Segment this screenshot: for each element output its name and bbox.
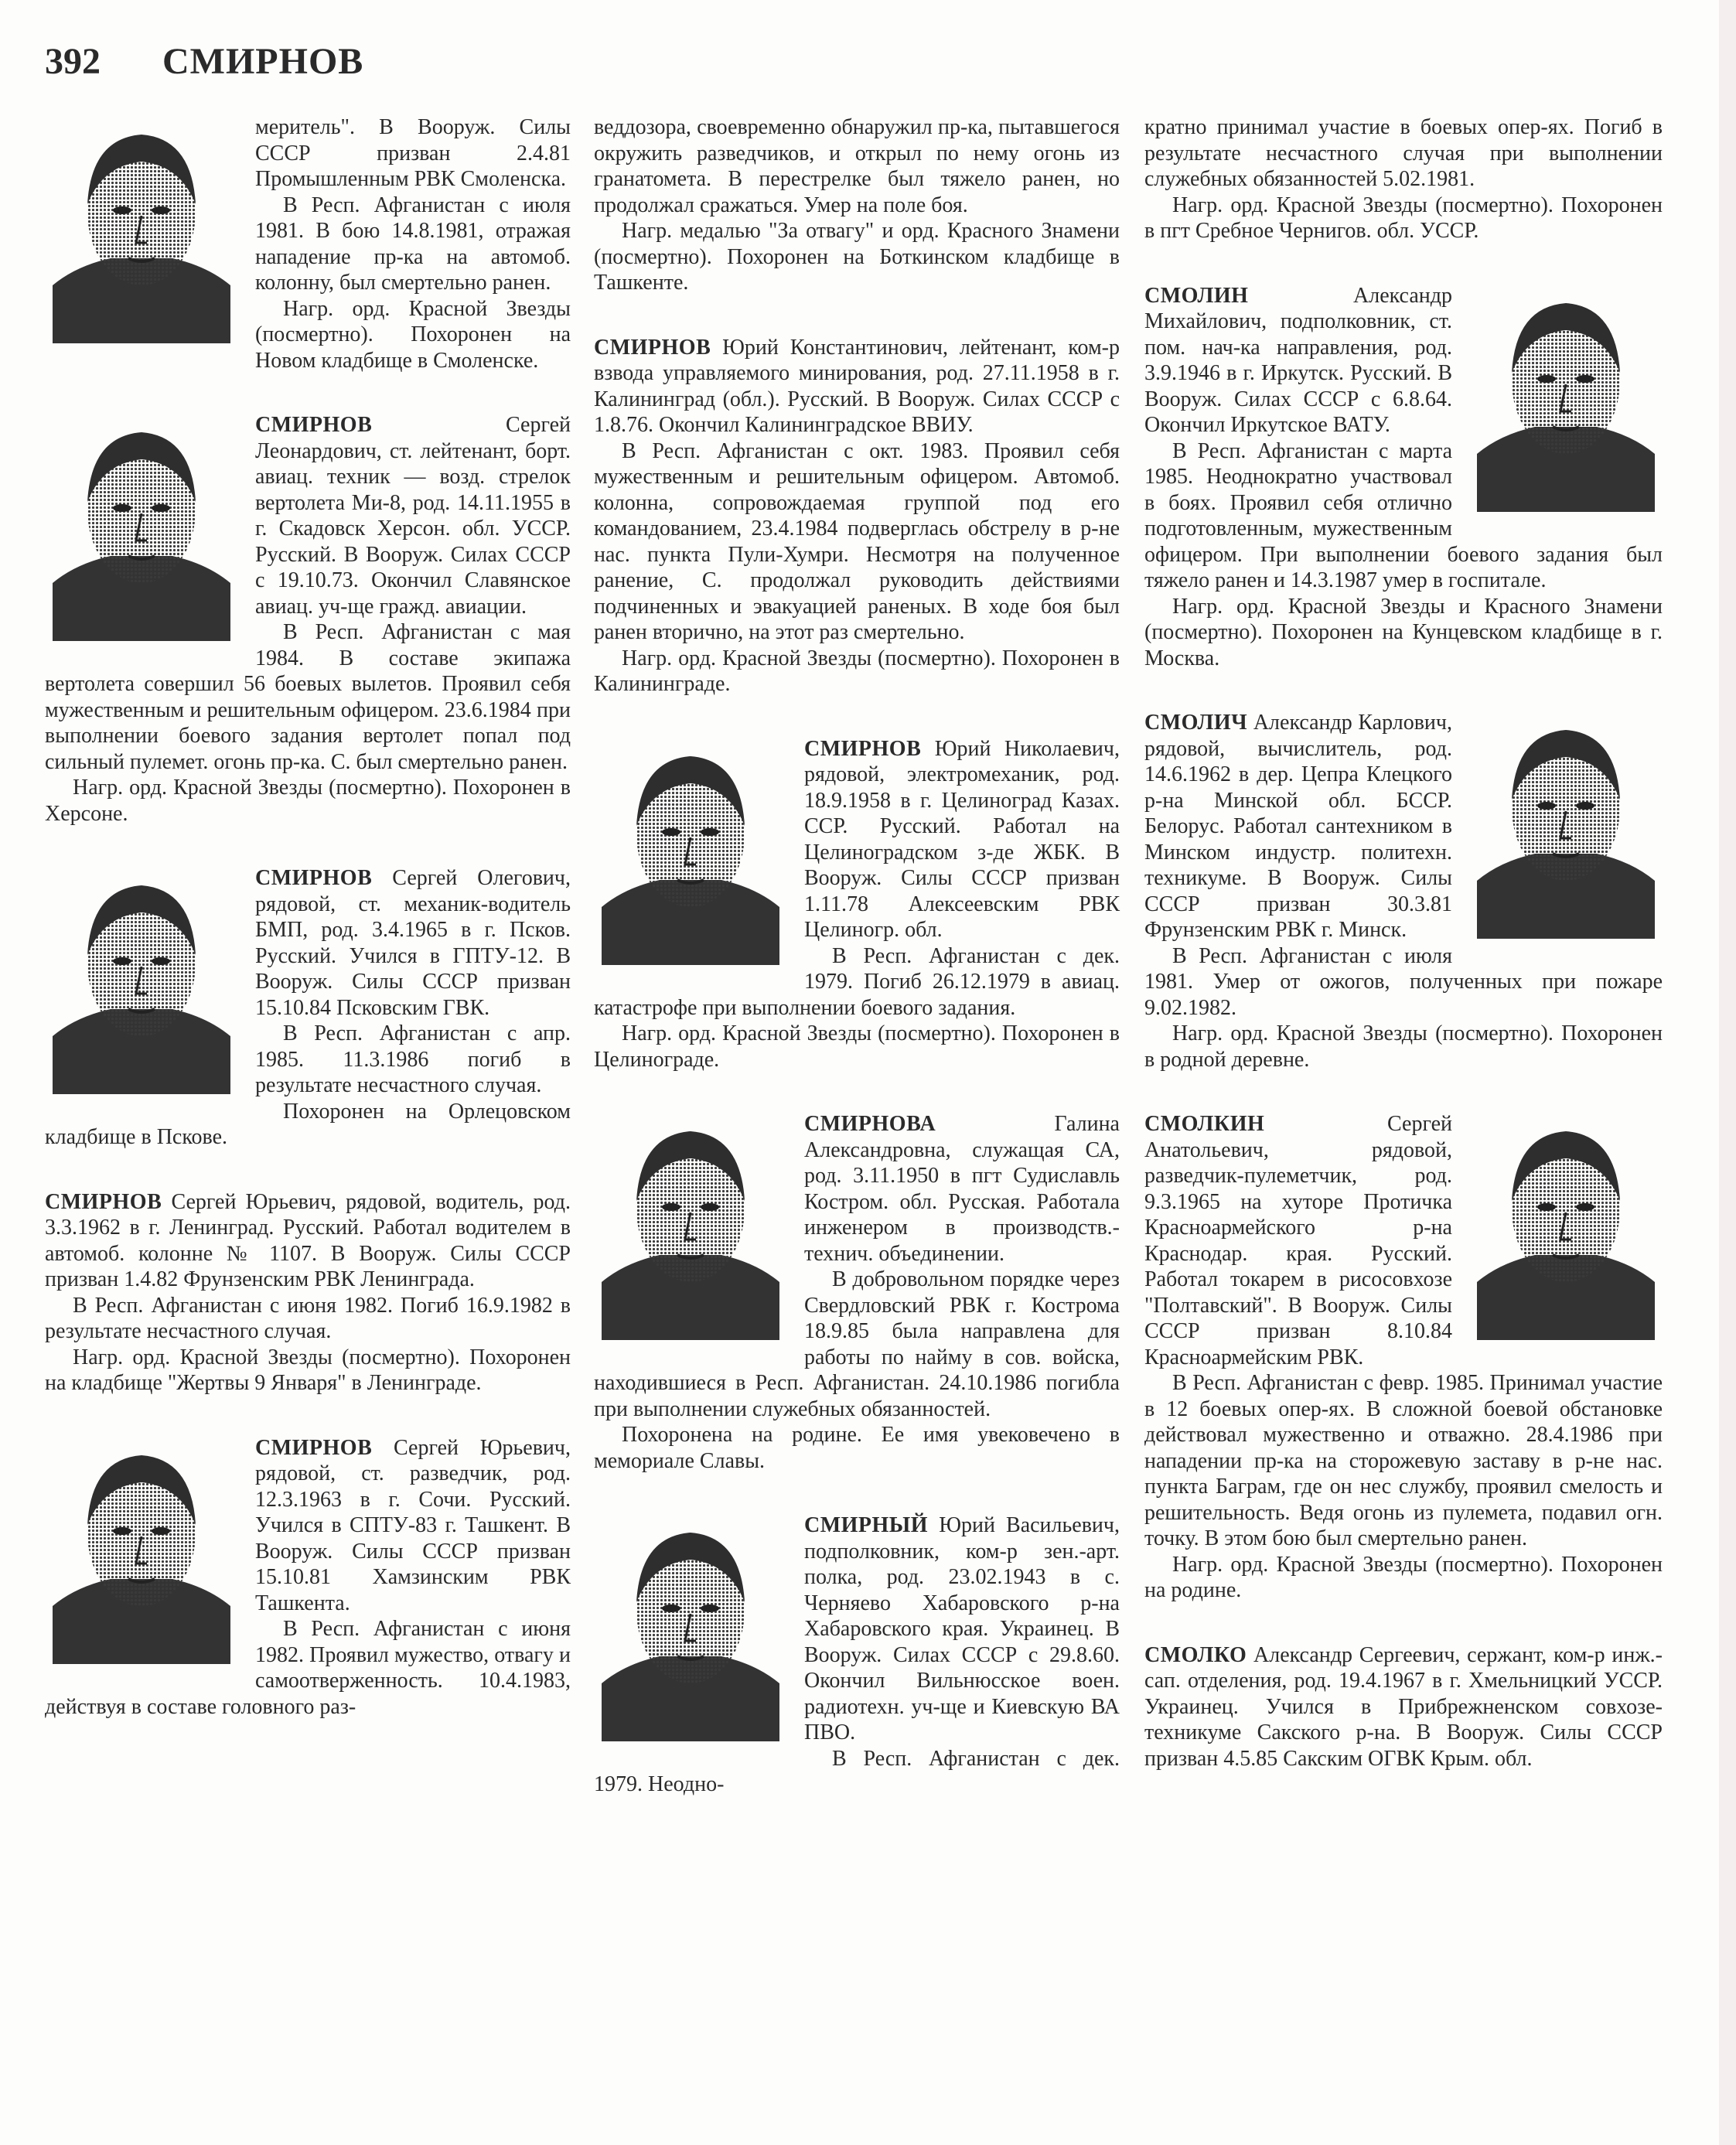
entry-paragraph xyxy=(45,1189,571,1293)
portrait-woman xyxy=(594,1116,787,1340)
entry-surname: СМОЛИЧ xyxy=(1144,711,1248,735)
entry-paragraph xyxy=(1144,1021,1663,1072)
entry-continuation xyxy=(1144,114,1663,244)
entry-text: Нагр. орд. Красной Звезды (посмертно). Похоронен в Калининграде. xyxy=(594,646,1120,696)
entry-text: В Респ. Афганистан с окт. 1983. Проявил себя мужественным и решительным офицером. Автомоб. колонна, сопровождаемая группой под его командованием, 23.4.1984 подверглась обстрелу в р-не нас. пункта Пули-Хумри. Несмотря на полученное ранение, С. продолжал руководить действиями подчиненных и эвакуацией раненых. В ходе боя был ранен вторично, на этот раз смертельно. xyxy=(594,438,1120,644)
entry-surname: СМИРНОВ xyxy=(45,1189,162,1214)
biography-entry xyxy=(1144,283,1663,672)
entry-text: В Респ. Афганистан с февр. 1985. Принимал участие в 12 боевых опер-ях. В сложной боевой обстановке действовал мужественно и отважно. 28.4.1986 при нападении пр-ка на сторожевую заставу в р-не нас. пункта Баграм, где он нес службу, проявил смелость и решительность. Ведя огонь из пулемета, подавил огн. точку. В этом бою был смертельно ранен. xyxy=(1144,1371,1663,1550)
column-2 xyxy=(594,114,1120,1836)
entry-text: меритель". В Вооруж. Силы СССР призван 2.4.81 Промышленным РВК Смоленска. xyxy=(255,115,571,191)
page-number: 392 xyxy=(45,41,101,82)
entry-text: В Респ. Афганистан с марта 1985. Неоднократно участвовал в боях. Проявил себя отлично подготовленным, мужественным офицером. При выполнении боевого задания был тяжело ранен и 14.3.1987 умер в госпитале. xyxy=(1144,438,1663,592)
entry-text: Александр Михайлович, подполковник, ст. пом. нач-ка направления, род. 3.9.1946 в г. Иркутск. Русский. В Вооруж. Силах СССР с 6.8.64. Окончил Иркутское ВАТУ. xyxy=(1144,283,1452,437)
entry-text: Сергей Леонардович, ст. лейтенант, борт. авиац. техник — возд. стрелок вертолета Ми-8, род. 14.11.1955 в г. Скадовск Херсон. обл. УССР. Русский. В Вооруж. Силах СССР с 19.10.73. Окончил Славянское авиац. уч-ще гражд. авиации. xyxy=(255,413,571,619)
entry-surname: СМИРНОВА xyxy=(804,1112,936,1136)
biography-entry xyxy=(1144,1111,1663,1604)
entry-surname: СМОЛКО xyxy=(1144,1642,1247,1667)
running-head: СМИРНОВ xyxy=(162,41,364,82)
entry-text: Похоронена на родине. Ее имя увековечено в мемориале Славы. xyxy=(594,1423,1120,1473)
entry-continuation xyxy=(594,114,1120,296)
entry-text: Нагр. орд. Красной Звезды (посмертно). Похоронен в Целинограде. xyxy=(594,1021,1120,1072)
biography-entry xyxy=(594,736,1120,1073)
entry-paragraph xyxy=(594,114,1120,218)
biography-entry xyxy=(1144,1642,1663,1772)
entry-surname: СМИРНЫЙ xyxy=(804,1513,929,1537)
entry-text: Сергей Юрьевич, рядовой, ст. разведчик, род. 12.3.1963 в г. Сочи. Русский. Учился в СПТУ-83 г. Ташкент. В Вооруж. Силы СССР призван 15.10.81 Хамзинским РВК Ташкента. xyxy=(255,1435,571,1615)
entry-text: В Респ. Афганистан с июля 1981. В бою 14.8.1981, отражая нападение пр-ка на автомоб. колонну, был смертельно ранен. xyxy=(255,193,571,295)
entry-text: Галина Александровна, служащая СА, род. 3.11.1950 в пгт Судиславль Костром. обл. Русская. Работала инженером в производств.-технич. объединении. xyxy=(804,1112,1120,1266)
entry-text: В Респ. Афганистан с дек. 1979. Погиб 26.12.1979 в авиац. катастрофе при выполнении боевого задания. xyxy=(594,943,1120,1020)
entry-paragraph xyxy=(1144,1370,1663,1552)
entry-paragraph xyxy=(594,1746,1120,1798)
entry-paragraph xyxy=(1144,114,1663,193)
entry-text: Нагр. орд. Красной Звезды (посмертно). Похоронен в Херсоне. xyxy=(45,776,571,826)
portrait-young-man xyxy=(45,119,238,343)
entry-paragraph xyxy=(45,775,571,827)
entry-text: В Респ. Афганистан с июля 1981. Умер от ожогов, полученных при пожаре 9.02.1982. xyxy=(1144,943,1663,1020)
entry-paragraph xyxy=(594,646,1120,697)
biography-entry xyxy=(594,1111,1120,1474)
portrait-officer-uniform xyxy=(1469,288,1663,512)
entry-paragraph xyxy=(594,335,1120,438)
entry-text: Нагр. орд. Красной Звезды (посмертно). Похоронен на Новом кладбище в Смоленске. xyxy=(255,296,571,373)
entry-surname: СМИРНОВ xyxy=(594,335,711,360)
biography-entry xyxy=(1144,710,1663,1072)
page-edge-shadow xyxy=(1719,0,1736,2145)
entry-text: Александр Сергеевич, сержант, ком-р инж.-сап. отделения, род. 19.4.1967 в г. Хмельницкий УССР. Украинец. Учился в Прибрежненском совхозе-техникуме Сакского р-на. В Вооруж. Силы СССР призван 4.5.85 Сакским ОГВК Крым. обл. xyxy=(1144,1642,1663,1771)
entry-surname: СМОЛКИН xyxy=(1144,1112,1265,1136)
entry-surname: СМИРНОВ xyxy=(255,413,373,437)
entry-text: Юрий Николаевич, рядовой, электромеханик, род. 18.9.1958 в г. Целиноград Казах. ССР. Русский. Работал на Целиноградском з-де ЖБК. В Вооруж. Силы СССР призван 1.11.78 Алексеевским РВК Целиногр. обл. xyxy=(804,736,1120,942)
portrait-officer xyxy=(594,1517,787,1741)
entry-text: Нагр. орд. Красной Звезды и Красного Знамени (посмертно). Похоронен на Кунцевском кладбище в г. Москва. xyxy=(1144,594,1663,670)
entry-text: В Респ. Афганистан с мая 1984. В составе экипажа вертолета совершил 56 боевых вылетов. Проявил себя мужественным и решительным офицером. 23.6.1984 при выполнении боевого задания вертолет попал под сильный пулемет. огонь пр-ка. С. был смертельно ранен. xyxy=(45,620,571,774)
biography-entry xyxy=(45,412,571,827)
entry-text: Нагр. орд. Красной Звезды (посмертно). Похоронен в родной деревне. xyxy=(1144,1021,1663,1072)
entry-text: Похоронен на Орлецовском кладбище в Пскове. xyxy=(45,1099,571,1149)
entry-surname: СМИРНОВ xyxy=(255,1435,373,1460)
portrait-man-in-suit xyxy=(45,417,238,641)
entry-text: Нагр. орд. Красной Звезды (посмертно). Похоронен в пгт Сребное Чернигов. обл. УССР. xyxy=(1144,193,1663,243)
entry-text: Сергей Олегович, рядовой, ст. механик-водитель БМП, род. 3.4.1965 в г. Псков. Русский. Учился в ГПТУ-12. В Вооруж. Силы СССР призван 15.10.84 Псковским ГВК. xyxy=(255,866,571,1020)
entry-text: В Респ. Афганистан с июня 1982. Погиб 16.9.1982 в результате несчастного случая. xyxy=(45,1293,571,1343)
entry-paragraph xyxy=(45,1293,571,1345)
portrait-soldier-in-cap xyxy=(594,741,787,965)
entry-text: веддозора, своевременно обнаружил пр-ка, пытавшегося окружить разведчиков, и открыл по нему огонь из гранатомета. В перестрелке был тяжело ранен, но продолжал сражаться. Умер на поле боя. xyxy=(594,115,1120,217)
entry-text: Нагр. медалью "За отвагу" и орд. Красного Знамени (посмертно). Похоронен на Боткинском кладбище в Ташкенте. xyxy=(594,219,1120,295)
biography-entry xyxy=(594,1512,1120,1798)
entry-paragraph xyxy=(594,1422,1120,1474)
biography-entry xyxy=(45,865,571,1151)
entry-text: Сергей Анатольевич, рядовой, разведчик-пулеметчик, род. 9.3.1965 на хуторе Протичка Красноармейского р-на Краснодар. края. Русский. Работал токарем в рисосовхозе "Полтавский". В Вооруж. Силы СССР призван 8.10.84 Красноармейским РВК. xyxy=(1144,1112,1452,1369)
entry-paragraph xyxy=(1144,193,1663,244)
entry-paragraph xyxy=(1144,594,1663,672)
entry-paragraph xyxy=(45,619,571,775)
entry-paragraph xyxy=(1144,1552,1663,1604)
portrait-soldier-mustache xyxy=(1469,1116,1663,1340)
entry-paragraph xyxy=(1144,1642,1663,1772)
entry-paragraph xyxy=(45,1099,571,1151)
entry-text: В Респ. Афганистан с июня 1982. Проявил мужество, отвагу и самоотверженность. 10.4.1983, действуя в составе головного раз- xyxy=(45,1617,571,1719)
entry-surname: СМИРНОВ xyxy=(804,736,922,761)
entry-surname: СМИРНОВ xyxy=(255,866,373,890)
entry-text: В Респ. Афганистан с дек. 1979. Неодно- xyxy=(594,1746,1120,1796)
entry-paragraph xyxy=(594,1021,1120,1072)
entry-text: В добровольном порядке через Свердловский РВК г. Кострома 18.9.85 была направлена для работы по найму в сов. войска, находившиеся в Респ. Афганистан. 24.10.1986 погибла при выполнении служебных обязанностей. xyxy=(594,1267,1120,1421)
column-1 xyxy=(45,114,571,1758)
entry-text: Нагр. орд. Красной Звезды (посмертно). Похоронен на родине. xyxy=(1144,1552,1663,1602)
column-3 xyxy=(1144,114,1663,1810)
entry-text: Юрий Константинович, лейтенант, ком-р взвода управляемого минирования, род. 27.11.1958 в г. Калининград (обл.). Русский. В Вооруж. Силах СССР с 1.8.76. Окончил Калининградское ВВИУ. xyxy=(594,335,1120,437)
entry-surname: СМОЛИН xyxy=(1144,283,1249,308)
entry-paragraph xyxy=(45,1345,571,1396)
entry-text: Нагр. орд. Красной Звезды (посмертно). Похоронен на кладбище "Жертвы 9 Января" в Ленинграде. xyxy=(45,1345,571,1395)
page-header xyxy=(45,40,363,94)
biography-entry xyxy=(594,335,1120,697)
portrait-young-man-jacket xyxy=(1469,714,1663,939)
entry-text: Сергей Юрьевич, рядовой, водитель, род. 3.3.1962 в г. Ленинград. Русский. Работал водителем в автомоб. колонне № 1107. В Вооруж. Силы СССР призван 1.4.82 Фрунзенским РВК Ленинграда. xyxy=(45,1189,571,1291)
entry-text: Александр Карлович, рядовой, вычислитель, род. 14.6.1962 в дер. Цепра Клецкого р-на Минской обл. БССР. Белорус. Работал сантехником в Минском индустр. политехн. техникуме. В Вооруж. Силы СССР призван 30.3.81 Фрунзенским РВК г. Минск. xyxy=(1144,711,1452,942)
portrait-youth-with-tie xyxy=(45,870,238,1094)
entry-paragraph xyxy=(594,218,1120,296)
portrait-soldier-in-beret xyxy=(45,1440,238,1664)
entry-continuation xyxy=(45,114,571,373)
entry-text: Юрий Васильевич, подполковник, ком-р зен.-арт. полка, род. 23.02.1943 в с. Черняево Хабаровского р-на Хабаровского края. Украинец. В Вооруж. Силах СССР с 29.8.60. Окончил Вильнюсское воен. радиотехн. уч-ще и Киевскую ВА ПВО. xyxy=(804,1513,1120,1744)
entry-text: В Респ. Афганистан с апр. 1985. 11.3.1986 погиб в результате несчастного случая. xyxy=(255,1021,571,1097)
entry-text: кратно принимал участие в боевых опер-ях. Погиб в результате несчастного случая при выполнении служебных обязанностей 5.02.1981. xyxy=(1144,115,1663,191)
biography-entry xyxy=(45,1189,571,1396)
biography-entry xyxy=(45,1435,571,1720)
entry-paragraph xyxy=(594,438,1120,646)
entry-paragraph xyxy=(1144,943,1663,1021)
